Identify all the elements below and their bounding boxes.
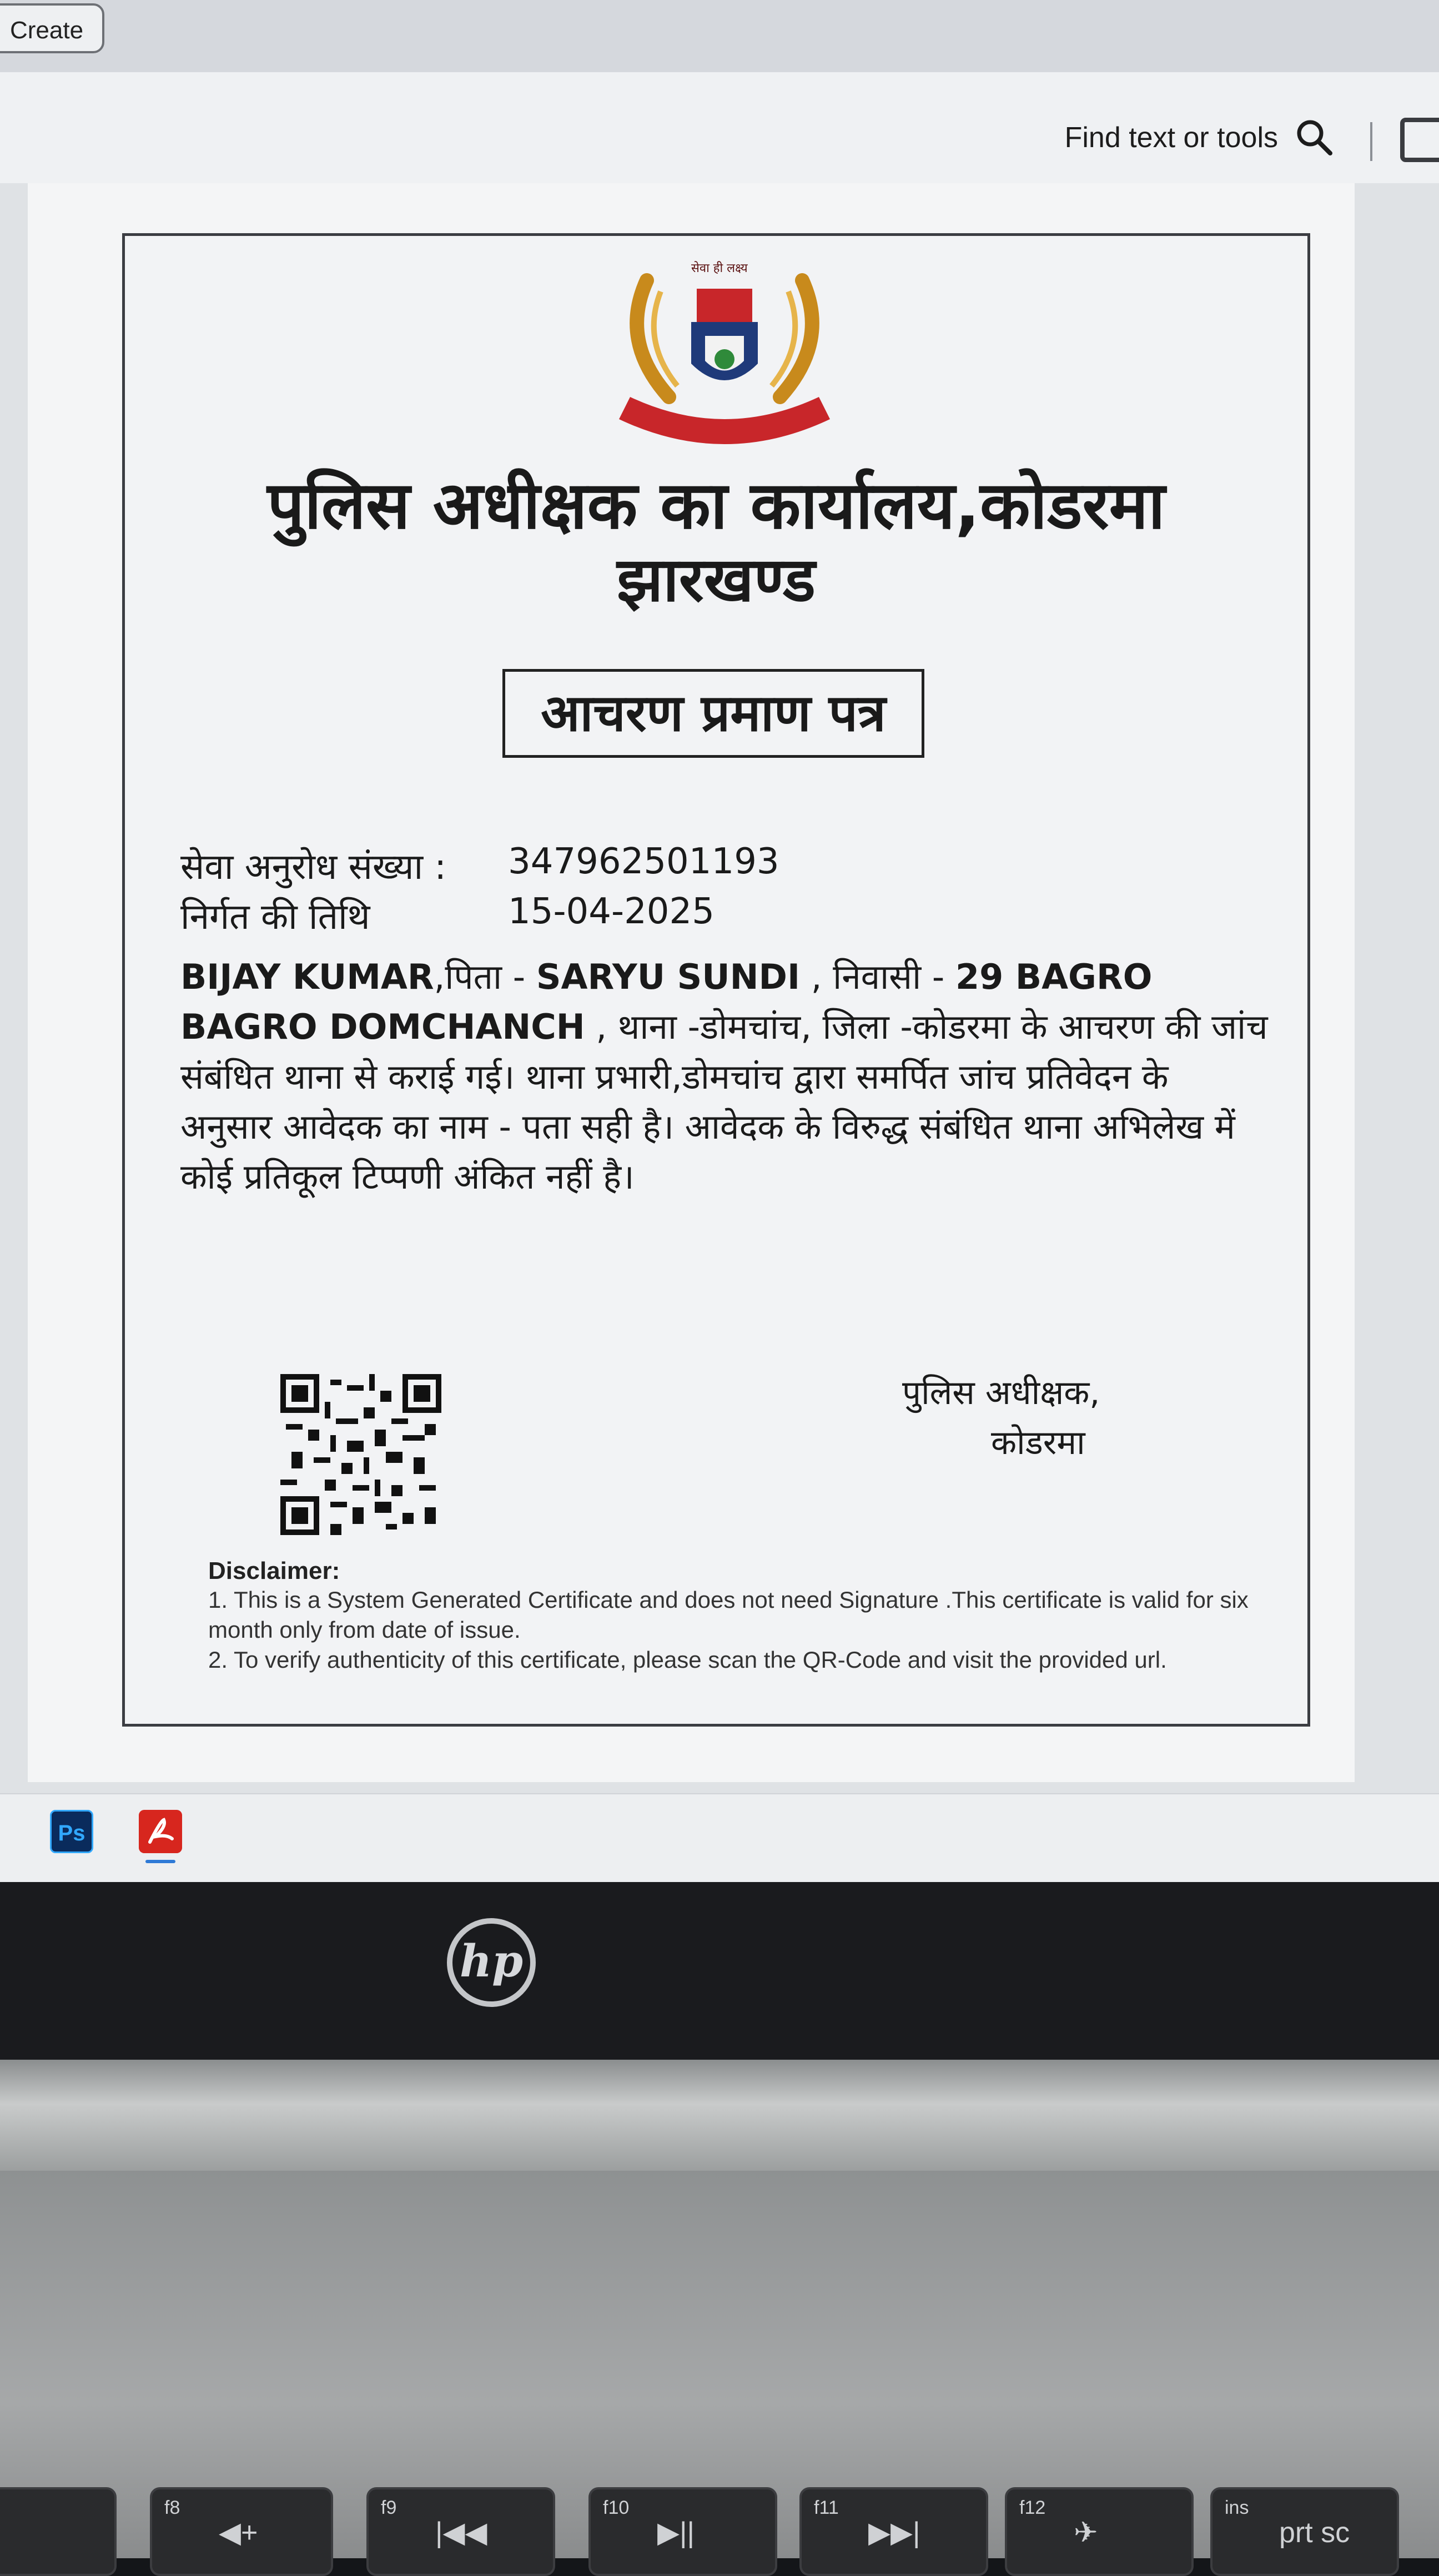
key-f10[interactable]: f10 ▶|| [588, 2487, 777, 2576]
airplane-mode-icon: ✈ [1074, 2517, 1098, 2549]
find-text-or-tools[interactable]: Find text or tools [1064, 122, 1278, 154]
issue-date-label: निर्गत की तिथि [180, 897, 370, 938]
pdf-page [28, 183, 1355, 1782]
taskbar [0, 1793, 1439, 1882]
previous-track-icon: |◀◀ [435, 2517, 487, 2549]
state-title: झारखण्ड [617, 544, 816, 615]
photoshop-icon[interactable]: Ps [50, 1810, 93, 1853]
key-f12[interactable]: f12 ✈ [1005, 2487, 1194, 2576]
window-titlebar [0, 0, 1439, 72]
laptop-bezel [0, 1882, 1439, 2060]
key-f8[interactable]: f8 ◀+ [150, 2487, 333, 2576]
disclaimer-heading: Disclaimer: [208, 1557, 340, 1584]
volume-up-icon: ◀+ [219, 2517, 258, 2549]
document-viewer [0, 183, 1439, 1793]
signatory-title: पुलिस अधीक्षक, [902, 1373, 1100, 1412]
next-track-icon: ▶▶| [868, 2517, 920, 2549]
key-f11[interactable]: f11 ▶▶| [799, 2487, 988, 2576]
issue-date: 15-04-2025 [508, 891, 715, 932]
laptop-hinge [0, 2060, 1439, 2171]
service-request-label: सेवा अनुरोध संख्या : [180, 847, 446, 888]
service-request-number: 347962501193 [508, 841, 779, 882]
emblem-motto: सेवा ही लक्ष्य [691, 261, 748, 275]
play-pause-icon: ▶|| [657, 2517, 695, 2549]
certificate-body [180, 952, 1269, 1202]
key-f7[interactable] [0, 2487, 117, 2576]
create-button[interactable]: Create [0, 3, 104, 53]
key-prt-sc[interactable]: ins prt sc [1210, 2487, 1399, 2576]
pdf-toolbar [0, 72, 1439, 185]
verification-qr-code[interactable] [280, 1374, 441, 1535]
disclaimer-line-1: 1. This is a System Generated Certificate and does not need Signature .This certificate is valid for six month only from date of issue. [208, 1587, 1249, 1643]
certificate-title: आचरण प्रमाण पत्र [502, 669, 924, 758]
address-label: , निवासी - [800, 957, 955, 997]
save-icon[interactable] [1400, 118, 1439, 162]
body-text: , थाना -डोमचांच, जिला -कोडरमा के आचरण की जांच संबंधित थाना से कराई गई। थाना प्रभारी,डोमचांच द्वारा समर्पित जांच प्रतिवेदन के अनुसार आवेदक का नाम - पता सही है। आवेदक के विरुद्ध संबंधित थाना अभिलेख में कोई प्रतिकूल टिप्पणी अंकित नहीं है। [180, 1007, 1268, 1197]
signatory-place: कोडरमा [991, 1423, 1085, 1462]
toolbar-divider [1370, 122, 1372, 161]
acrobat-icon[interactable] [139, 1810, 182, 1853]
hp-logo-icon: hp [447, 1918, 536, 2007]
disclaimer [208, 1557, 1263, 1675]
father-label: ,पिता - [434, 957, 536, 997]
active-app-indicator [145, 1860, 175, 1863]
certificate-border [122, 233, 1310, 1727]
disclaimer-line-2: 2. To verify authenticity of this certificate, please scan the QR-Code and visit the provided url. [208, 1647, 1167, 1673]
applicant-name: BIJAY KUMAR [180, 957, 434, 997]
father-name: SARYU SUNDI [536, 957, 801, 997]
office-title: पुलिस अधीक्षक का कार्यालय,कोडरमा [267, 467, 1165, 544]
key-f9[interactable]: f9 |◀◀ [366, 2487, 555, 2576]
search-icon[interactable] [1295, 118, 1334, 157]
jharkhand-police-emblem [608, 258, 841, 458]
address: 29 BAGRO BAGRO DOMCHANCH [180, 957, 1153, 1047]
